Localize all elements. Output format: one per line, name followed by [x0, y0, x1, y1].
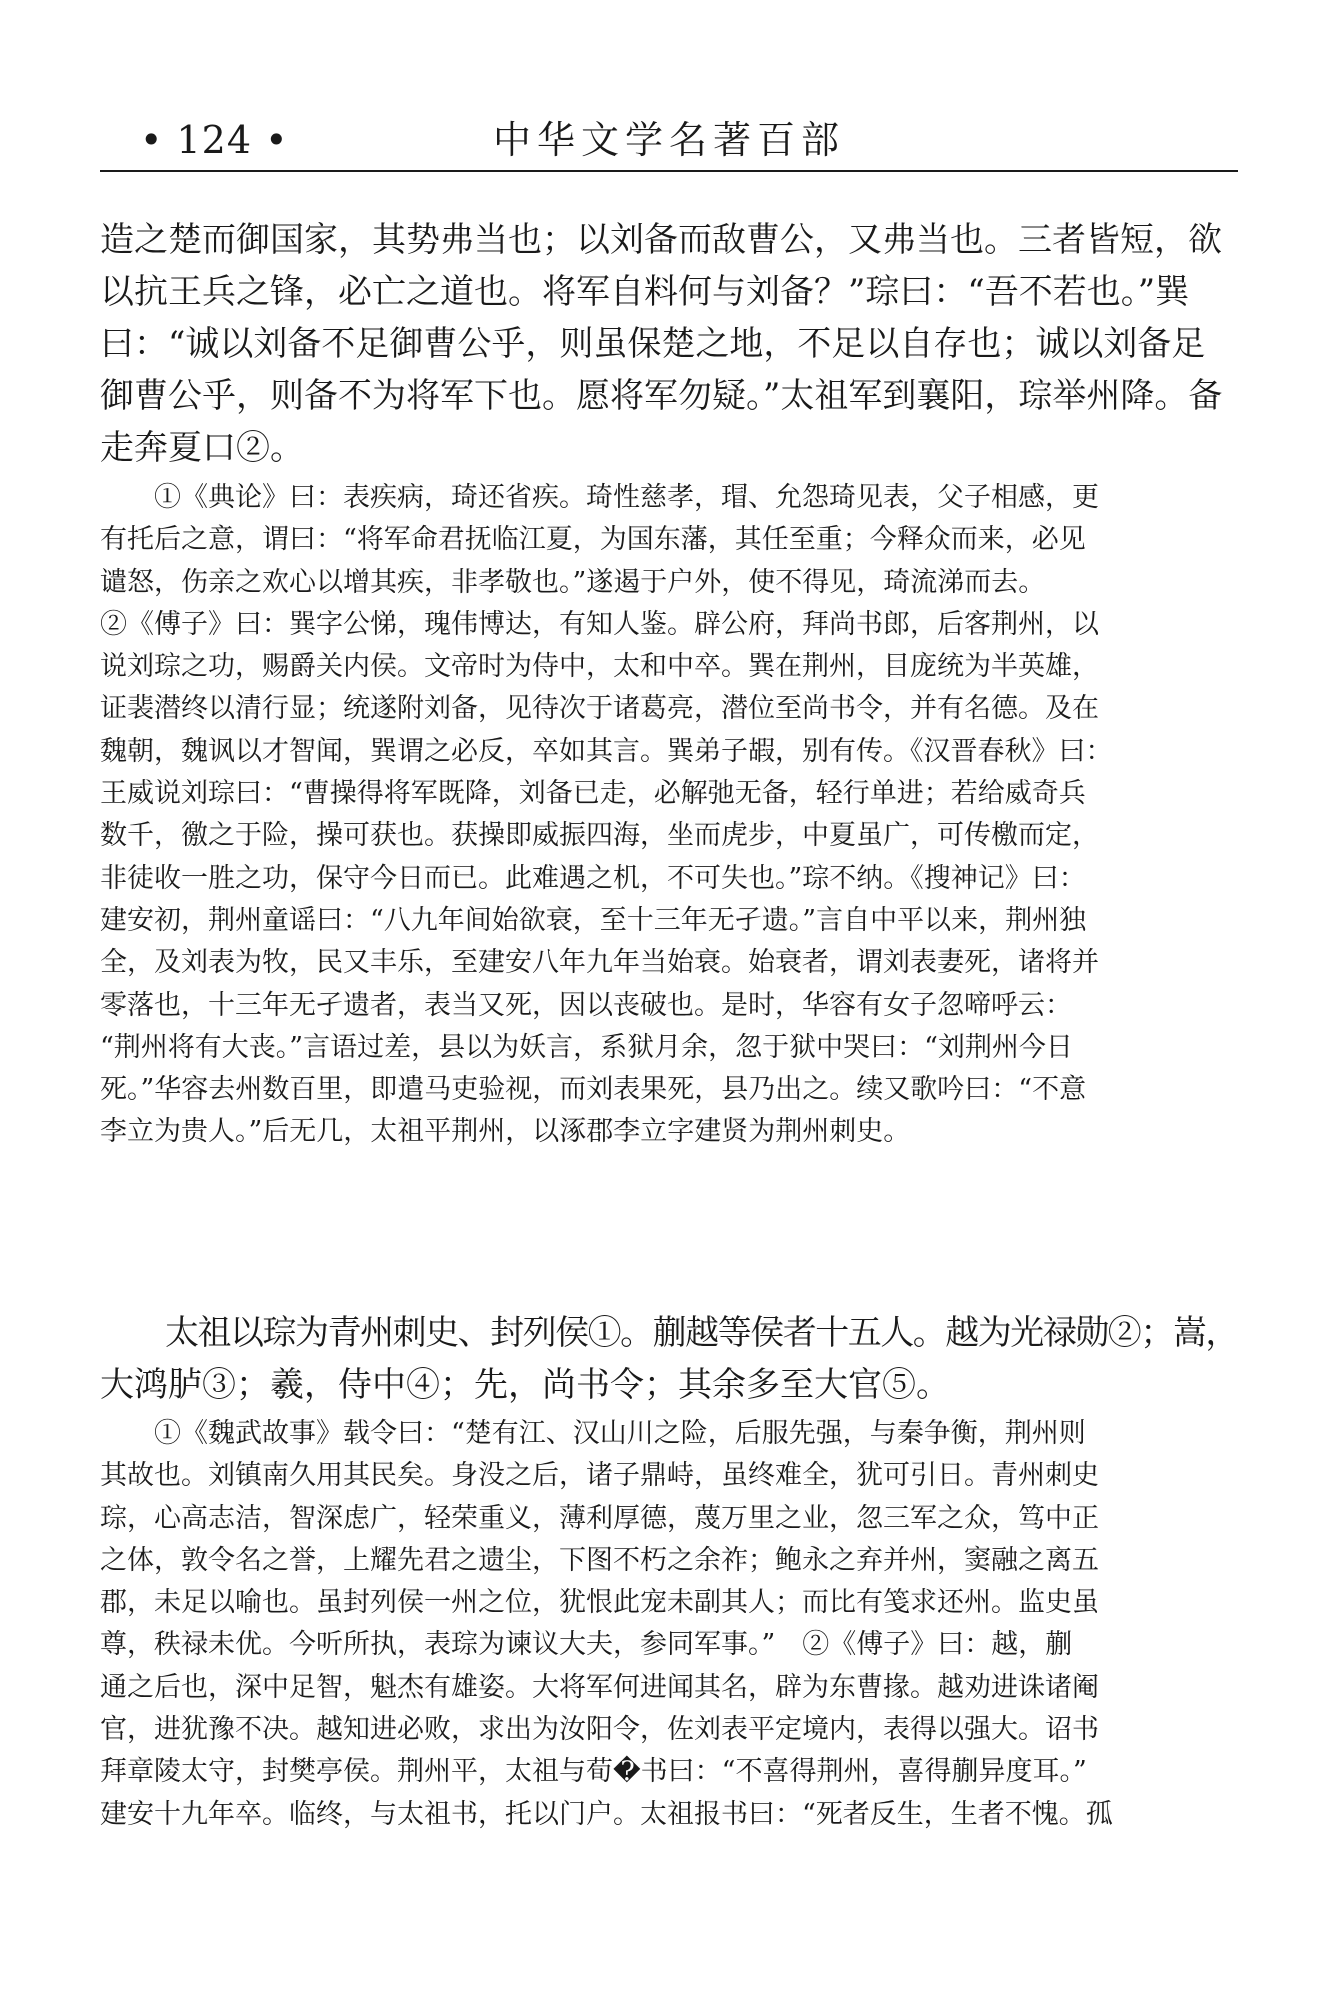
- main-text-line: 以抗王兵之锋，必亡之道也。将军自料何与刘备？”琮曰：“吾不若也。”巽: [100, 272, 1190, 312]
- annotation-line: 零落也，十三年无孑遗者，表当又死，因以丧破也。是时，华容有女子忽啼呼云：: [100, 989, 1072, 1021]
- annotation-line: 建安十九年卒。临终，与太祖书，托以门户。太祖报书曰：“死者反生，生者不愧。孤: [100, 1798, 1113, 1830]
- annotation-line: 官，进犹豫不决。越知进必败，求出为汝阳令，佐刘表平定境内，表得以强大。诏书: [100, 1714, 1099, 1746]
- annotation-line: 有托后之意，谓曰：“将军命君抚临江夏，为国东藩，其任至重；今释众而来，必见: [100, 524, 1086, 556]
- annotation-line: ①《典论》曰：表疾病，琦还省疾。琦性慈孝，瑁、允怨琦见表，父子相感，更: [100, 482, 1099, 513]
- annotation-line: 通之后也，深中足智，魁杰有雄姿。大将军何进闻其名，辟为东曹掾。越劝进诛诸阉: [100, 1671, 1099, 1703]
- main-text-line: 大鸿胪③；羲，侍中④；先，尚书令；其余多至大官⑤。: [100, 1365, 950, 1405]
- page-number: • 124 •: [140, 118, 289, 162]
- annotation-line: 魏朝，魏讽以才智闻，巽谓之必反，卒如其言。巽弟子嘏，别有传。《汉晋春秋》曰：: [100, 735, 1113, 767]
- annotation-line: 死。”华容去州数百里，即遣马吏验视，而刘表果死，县乃出之。续又歌吟曰：“不意: [100, 1074, 1087, 1106]
- annotation-line: 数千，徼之于险，操可获也。获操即威振四海，坐而虎步，中夏虽广，可传檄而定，: [100, 820, 1099, 852]
- header-rule: [100, 170, 1238, 172]
- page-header: [100, 110, 1238, 170]
- annotation-line: 王威说刘琮曰：“曹操得将军既降，刘备已走，必解弛无备，轻行单进；若给威奇兵: [100, 778, 1086, 810]
- main-text-line: 造之楚而御国家，其势弗当也；以刘备而敌曹公，又弗当也。三者皆短，欲: [100, 220, 1222, 260]
- annotation-line: 李立为贵人。”后无几，太祖平荆州，以涿郡李立字建贤为荆州刺史。: [100, 1116, 911, 1148]
- annotation-line: 拜章陵太守，封樊亭侯。荆州平，太祖与荀�书曰：“不喜得荆州，喜得蒯异度耳。”: [100, 1756, 1087, 1788]
- main-text-block-2: [100, 1307, 1238, 1411]
- main-text-block-1: [100, 214, 1238, 474]
- annotation-line: ①《魏武故事》载令曰：“楚有江、汉山川之险，后服先强，与秦争衡，荆州则: [100, 1418, 1086, 1449]
- annotation-line: 证裴潜终以清行显；统遂附刘备，见待次于诸葛亮，潜位至尚书令，并有名德。及在: [100, 693, 1099, 725]
- main-text-line: 太祖以琮为青州刺史、封列侯①。蒯越等侯者十五人。越为光禄勋②；嵩，: [100, 1313, 1238, 1353]
- annotation-line: 说刘琮之功，赐爵关内侯。文帝时为侍中，太和中卒。巽在荆州，目庞统为半英雄，: [100, 651, 1099, 683]
- annotation-line: 之体，敦令名之誉，上耀先君之遗尘，下图不朽之余祚；鲍永之弃并州，窦融之离五: [100, 1544, 1099, 1576]
- annotation-line: 尊，秩禄未优。今听所执，表琮为谏议大夫，参同军事。” ②《傅子》曰：越，蒯: [100, 1629, 1073, 1661]
- annotation-block-2: [100, 1413, 1238, 1836]
- main-text-line: 御曹公乎，则备不为将军下也。愿将军勿疑。”太祖军到襄阳，琮举州降。备: [100, 376, 1223, 416]
- annotation-line: ②《傅子》曰：巽字公悌，瑰伟博达，有知人鉴。辟公府，拜尚书郎，后客荆州，以: [100, 608, 1099, 640]
- annotation-line: 建安初，荆州童谣曰：“八九年间始欲衰，至十三年无孑遗。”言自中平以来，荆州独: [100, 904, 1087, 936]
- annotation-line: 非徒收一胜之功，保守今日而已。此难遇之机，不可失也。”琮不纳。《搜神记》曰：: [100, 862, 1086, 894]
- annotation-line: 谴怒，伤亲之欢心以增其疾，非孝敬也。”遂遏于户外，使不得见，琦流涕而去。: [100, 566, 1046, 598]
- book-title: 中华文学名著百部: [492, 118, 845, 162]
- main-text-line: 曰：“诚以刘备不足御曹公乎，则虽保楚之地，不足以自存也；诚以刘备足: [100, 324, 1206, 364]
- annotation-line: 郡，未足以喻也。虽封列侯一州之位，犹恨此宠未副其人；而比有笺求还州。监史虽: [100, 1587, 1099, 1619]
- annotation-line: 全，及刘表为牧，民又丰乐，至建安八年九年当始衰。始衰者，谓刘表妻死，诸将并: [100, 947, 1099, 979]
- annotation-line: “荆州将有大丧。”言语过差，县以为妖言，系狱月余，忽于狱中哭曰：“刘荆州今日: [100, 1031, 1073, 1063]
- main-text-line: 走奔夏口②。: [100, 428, 304, 468]
- annotation-block-1: [100, 477, 1238, 1154]
- annotation-line: 其故也。刘镇南久用其民矣。身没之后，诸子鼎峙，虽终难全，犹可引日。青州刺史: [100, 1460, 1099, 1492]
- annotation-line: 琮，心高志洁，智深虑广，轻荣重义，薄利厚德，蔑万里之业，忽三军之众，笃中正: [100, 1502, 1099, 1534]
